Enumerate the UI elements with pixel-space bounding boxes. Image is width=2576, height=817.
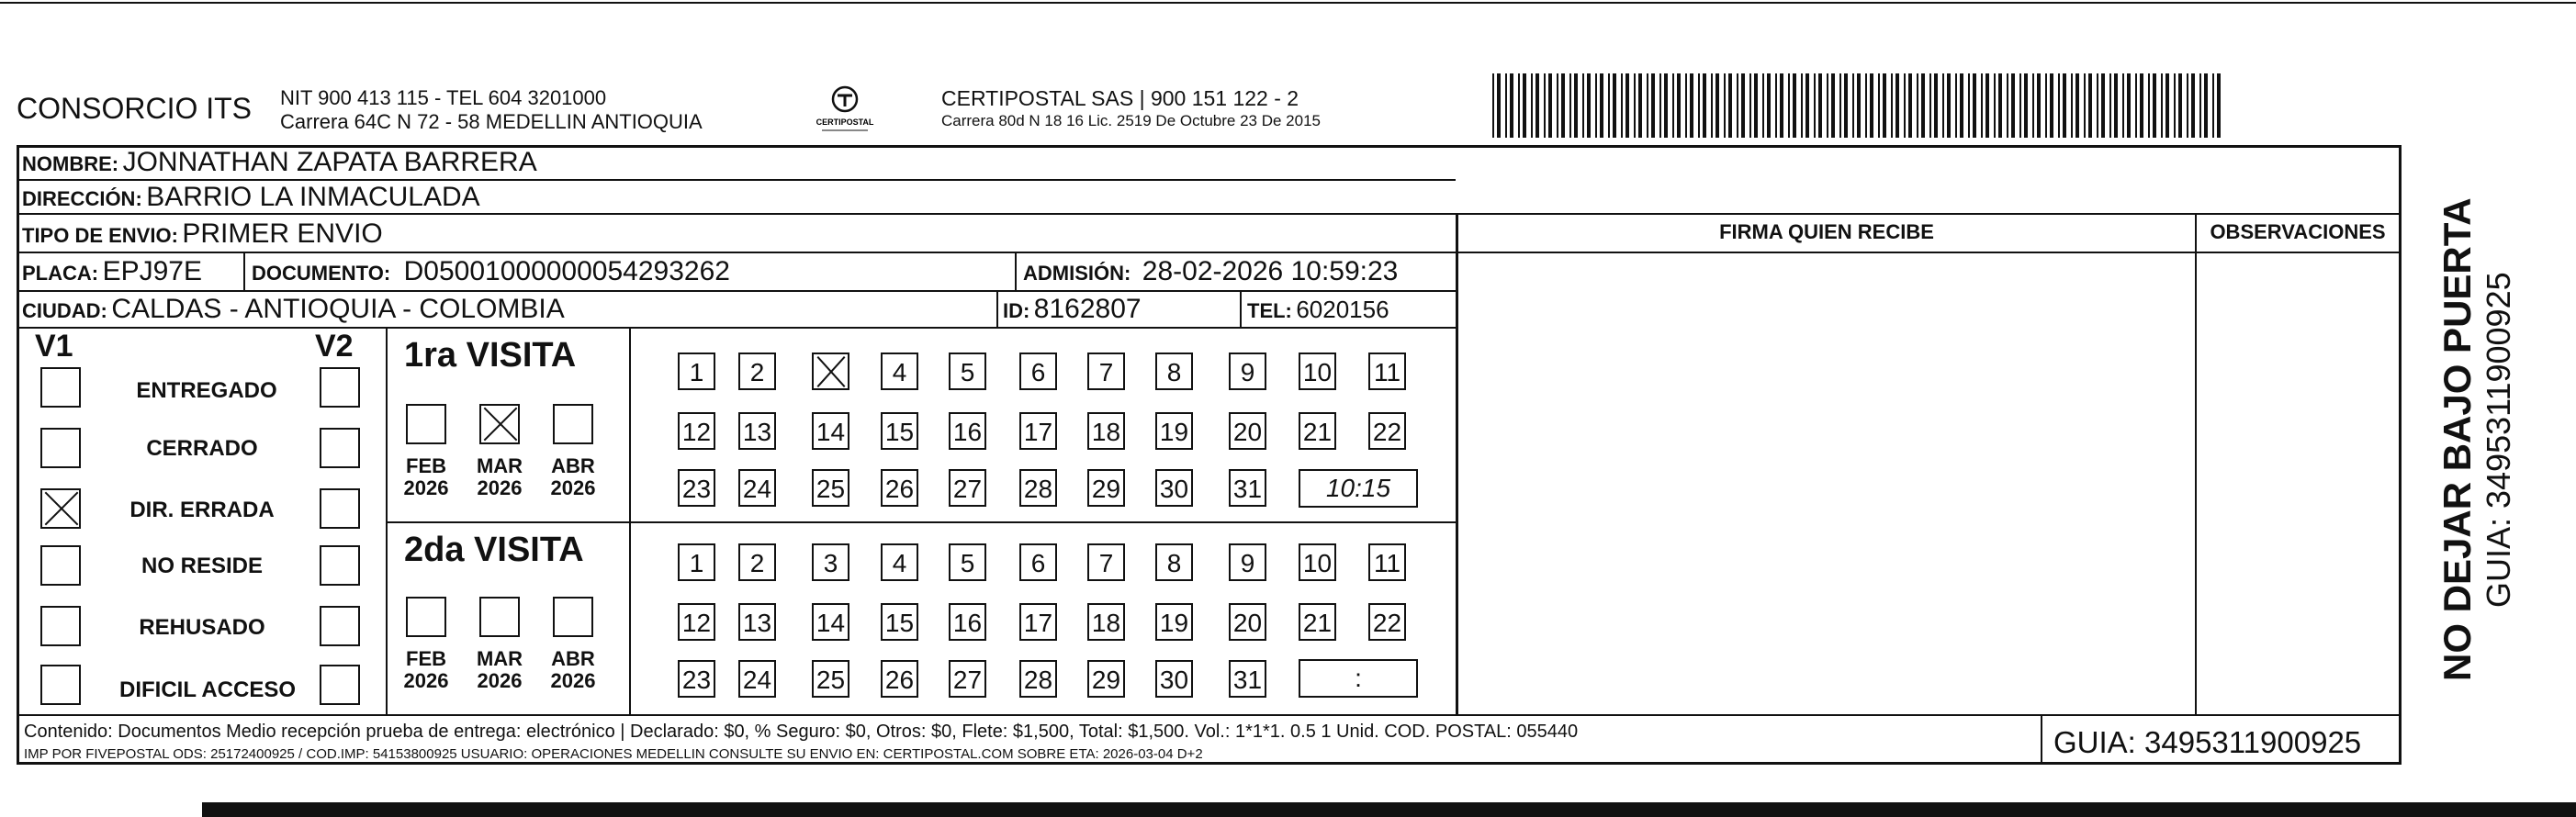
- v2-dir-errada-checkbox[interactable]: [320, 488, 360, 529]
- barcode-bar: [1883, 73, 1886, 138]
- v1-label: V1: [35, 329, 73, 364]
- tel-label: TEL:: [1247, 299, 1292, 322]
- day-cell[interactable]: 5: [949, 353, 986, 390]
- visit-1-abr-checkbox[interactable]: [553, 404, 593, 444]
- visit-2-mar-checkbox[interactable]: [479, 597, 520, 637]
- day-cell[interactable]: 19: [1155, 603, 1193, 641]
- carrier-license: Carrera 80d N 18 16 Lic. 2519 De Octubre 23 De 2015: [941, 112, 1321, 129]
- v2-no-reside-checkbox[interactable]: [320, 545, 360, 586]
- observaciones-label: OBSERVACIONES: [2210, 220, 2386, 243]
- v1-no-reside-checkbox[interactable]: [40, 545, 81, 586]
- day-cell[interactable]: 30: [1155, 660, 1193, 698]
- barcode-bar: [1960, 73, 1963, 138]
- barcode-bar: [2217, 73, 2221, 138]
- barcode-bar: [1955, 73, 1957, 138]
- barcode-bar: [2024, 73, 2028, 138]
- barcode-bar: [1698, 73, 1700, 138]
- id-value: 8162807: [1033, 294, 1142, 324]
- top-border-line: [0, 2, 2576, 4]
- day-cell[interactable]: 28: [1019, 469, 1057, 507]
- barcode-bar: [1492, 73, 1494, 138]
- barcode-bar: [1839, 73, 1841, 138]
- day-cell[interactable]: 25: [812, 469, 849, 507]
- visit-2-abr-checkbox[interactable]: [553, 597, 593, 637]
- day-cell[interactable]: 15: [881, 412, 918, 450]
- barcode-bar: [1801, 73, 1803, 138]
- barcode-bar: [1968, 73, 1970, 138]
- day-cell[interactable]: 21: [1299, 412, 1336, 450]
- day-cell[interactable]: 4: [881, 353, 918, 390]
- barcode-bar: [1929, 73, 1931, 138]
- barcode: [1492, 73, 2222, 138]
- day-cell[interactable]: 12: [678, 603, 715, 641]
- barcode-bar: [1651, 73, 1655, 138]
- barcode-bar: [1921, 73, 1925, 138]
- barcode-bar: [1664, 73, 1668, 138]
- status-label: CERRADO: [146, 436, 258, 461]
- day-cell[interactable]: 29: [1087, 660, 1125, 698]
- barcode-bar: [1818, 73, 1822, 138]
- barcode-bar: [2071, 73, 2073, 138]
- day-cell[interactable]: 6: [1019, 543, 1057, 581]
- barcode-bar: [1672, 73, 1674, 138]
- admision-value: 28-02-2026 10:59:23: [1142, 256, 1399, 286]
- barcode-bar: [1741, 73, 1745, 138]
- barcode-bar: [1518, 73, 1520, 138]
- day-cell[interactable]: 14: [812, 603, 849, 641]
- barcode-bar: [1865, 73, 1867, 138]
- day-cell[interactable]: 20: [1229, 603, 1266, 641]
- barcode-bar: [2019, 73, 2021, 138]
- barcode-bar: [1595, 73, 1597, 138]
- barcode-bar: [1762, 73, 1764, 138]
- visit-2-title: 2da VISITA: [404, 531, 584, 569]
- day-cell[interactable]: 31: [1229, 660, 1266, 698]
- day-cell[interactable]: 28: [1019, 660, 1057, 698]
- barcode-bar: [2058, 73, 2060, 138]
- day-cell[interactable]: 23: [678, 660, 715, 698]
- footer-guia: GUIA: 3495311900925: [2053, 725, 2362, 759]
- day-cell[interactable]: 23: [678, 469, 715, 507]
- barcode-bar: [1544, 73, 1546, 138]
- barcode-bar: [1917, 73, 1918, 138]
- day-cell[interactable]: [812, 353, 849, 390]
- ciudad-label: CIUDAD:: [22, 299, 107, 322]
- direccion-row: [22, 182, 480, 213]
- barcode-bar: [2174, 73, 2176, 138]
- status-label: NO RESIDE: [141, 554, 264, 578]
- barcode-bar: [1634, 73, 1636, 138]
- barcode-bar: [1814, 73, 1816, 138]
- day-cell[interactable]: 10: [1299, 353, 1336, 390]
- firma-label: FIRMA QUIEN RECIBE: [1719, 220, 1934, 243]
- barcode-bar: [1908, 73, 1912, 138]
- status-label: REHUSADO: [139, 615, 265, 640]
- barcode-bar: [1574, 73, 1578, 138]
- v2-cerrado-checkbox[interactable]: [320, 428, 360, 468]
- day-cell[interactable]: 1: [678, 543, 715, 581]
- barcode-bar: [2135, 73, 2137, 138]
- barcode-bar: [2032, 73, 2034, 138]
- barcode-bar: [1754, 73, 1758, 138]
- day-cell[interactable]: 9: [1229, 543, 1266, 581]
- barcode-bar: [1831, 73, 1835, 138]
- day-cell[interactable]: 24: [738, 660, 776, 698]
- id-label: ID:: [1003, 299, 1030, 322]
- barcode-bar: [1934, 73, 1938, 138]
- barcode-bar: [2148, 73, 2150, 138]
- visit-2-mar-label: MAR 2026: [476, 647, 523, 692]
- day-cell[interactable]: 11: [1368, 353, 1406, 390]
- barcode-bar: [1973, 73, 1976, 138]
- day-cell[interactable]: 6: [1019, 353, 1057, 390]
- barcode-bar: [1805, 73, 1809, 138]
- direccion-value: BARRIO LA INMACULADA: [146, 182, 480, 212]
- carrier-name: CERTIPOSTAL SAS | 900 151 122 - 2: [941, 86, 1299, 110]
- barcode-bar: [1608, 73, 1610, 138]
- barcode-bar: [1711, 73, 1713, 138]
- day-cell[interactable]: 7: [1087, 543, 1125, 581]
- barcode-bar: [1895, 73, 1899, 138]
- day-cell[interactable]: 18: [1087, 412, 1125, 450]
- v1-dir-errada-checkbox[interactable]: [40, 488, 81, 529]
- barcode-bar: [1793, 73, 1796, 138]
- placa-value: EPJ97E: [102, 256, 202, 286]
- status-label: DIR. ERRADA: [129, 498, 275, 522]
- day-cell[interactable]: 4: [881, 543, 918, 581]
- id-row: [1003, 294, 1142, 325]
- tipo-value: PRIMER ENVIO: [182, 218, 383, 249]
- barcode-bar: [2050, 73, 2053, 138]
- barcode-bar: [1582, 73, 1584, 138]
- barcode-bar: [1780, 73, 1783, 138]
- visit-1-time[interactable]: 10:15: [1299, 469, 1418, 508]
- status-label: ENTREGADO: [136, 378, 277, 403]
- day-cell[interactable]: 27: [949, 660, 986, 698]
- barcode-bar: [1690, 73, 1693, 138]
- day-cell[interactable]: 21: [1299, 603, 1336, 641]
- day-cell[interactable]: 16: [949, 412, 986, 450]
- day-cell[interactable]: 26: [881, 660, 918, 698]
- bottom-border-bar: [202, 802, 2576, 817]
- admision-label: ADMISIÓN:: [1023, 262, 1131, 285]
- barcode-bar: [1904, 73, 1906, 138]
- barcode-bar: [1600, 73, 1603, 138]
- v2-dificil-acceso-checkbox[interactable]: [320, 665, 360, 705]
- visit-1-abr-label: ABR 2026: [550, 454, 596, 499]
- barcode-bar: [1703, 73, 1706, 138]
- documento-label: DOCUMENTO:: [252, 262, 391, 285]
- barcode-bar: [1557, 73, 1558, 138]
- barcode-bar: [1638, 73, 1642, 138]
- day-cell[interactable]: 19: [1155, 412, 1193, 450]
- visit-1-feb-label: FEB 2026: [403, 454, 449, 499]
- barcode-bar: [2045, 73, 2047, 138]
- visit-2-abr-label: ABR 2026: [550, 647, 596, 692]
- barcode-bar: [1659, 73, 1661, 138]
- documento-value: D05001000000054293262: [403, 256, 730, 286]
- barcode-bar: [1677, 73, 1681, 138]
- day-cell[interactable]: 16: [949, 603, 986, 641]
- barcode-bar: [1715, 73, 1719, 138]
- tel-value: 6020156: [1296, 296, 1389, 323]
- day-cell[interactable]: 15: [881, 603, 918, 641]
- barcode-bar: [1647, 73, 1648, 138]
- barcode-bar: [1870, 73, 1873, 138]
- barcode-bar: [1788, 73, 1790, 138]
- day-cell[interactable]: 22: [1368, 412, 1406, 450]
- barcode-bar: [1685, 73, 1687, 138]
- barcode-bar: [2165, 73, 2169, 138]
- day-cell[interactable]: 14: [812, 412, 849, 450]
- svg-text:CERTIPOSTAL: CERTIPOSTAL: [816, 118, 874, 127]
- v1-dificil-acceso-checkbox[interactable]: [40, 665, 81, 705]
- barcode-bar: [1505, 73, 1507, 138]
- tipo-row: [22, 218, 383, 250]
- day-cell[interactable]: 11: [1368, 543, 1406, 581]
- barcode-bar: [2127, 73, 2131, 138]
- barcode-bar: [2114, 73, 2118, 138]
- company-address: Carrera 64C N 72 - 58 MEDELLIN ANTIOQUIA: [280, 110, 703, 133]
- day-cell[interactable]: 7: [1087, 353, 1125, 390]
- barcode-bar: [1737, 73, 1738, 138]
- barcode-bar: [1947, 73, 1951, 138]
- barcode-bar: [2037, 73, 2041, 138]
- barcode-bar: [1985, 73, 1989, 138]
- day-cell[interactable]: 27: [949, 469, 986, 507]
- vertical-guia: GUIA: 3495311900925: [2480, 272, 2517, 608]
- day-cell[interactable]: 12: [678, 412, 715, 450]
- barcode-bar: [1548, 73, 1552, 138]
- company-nit: NIT 900 413 115 - TEL 604 3201000: [280, 86, 607, 109]
- barcode-bar: [1569, 73, 1571, 138]
- v2-rehusado-checkbox[interactable]: [320, 606, 360, 646]
- nombre-value: JONNATHAN ZAPATA BARRERA: [122, 147, 537, 177]
- footer-imp: IMP POR FIVEPOSTAL ODS: 25172400925 / COD.IMP: 54153800925 USUARIO: OPERACIONES MEDELLIN CONSULTE SU ENVIO EN: CERTIPOSTAL.COM SOBRE ETA: 2026-03-04 D+2: [24, 746, 1203, 762]
- v1-entregado-checkbox[interactable]: [40, 367, 81, 408]
- barcode-bar: [2101, 73, 2105, 138]
- placa-row: [22, 256, 202, 287]
- day-cell[interactable]: 1: [678, 353, 715, 390]
- barcode-bar: [2178, 73, 2182, 138]
- barcode-bar: [1531, 73, 1533, 138]
- nombre-label: NOMBRE:: [22, 152, 119, 175]
- tipo-label: TIPO DE ENVIO:: [22, 224, 178, 247]
- barcode-bar: [2191, 73, 2195, 138]
- barcode-bar: [1767, 73, 1771, 138]
- barcode-bar: [1728, 73, 1732, 138]
- direccion-label: DIRECCIÓN:: [22, 187, 142, 210]
- placa-label: PLACA:: [22, 262, 99, 285]
- barcode-bar: [1994, 73, 1996, 138]
- day-cell[interactable]: 8: [1155, 543, 1193, 581]
- barcode-bar: [1523, 73, 1526, 138]
- barcode-bar: [2187, 73, 2188, 138]
- nombre-row: [22, 147, 537, 178]
- footer-contenido: Contenido: Documentos Medio recepción prueba de entrega: electrónico | Declarado: $0, % Seguro: $0, Otros: $0, Flete: $1,500, Total: $1,500. Vol.: 1*1*1. 0.5 1 Unid. COD. POSTAL: 055440: [24, 722, 1579, 742]
- tel-row: [1247, 296, 1389, 324]
- barcode-bar: [1561, 73, 1565, 138]
- barcode-bar: [2204, 73, 2208, 138]
- admision-row: [1023, 256, 1398, 287]
- barcode-bar: [2122, 73, 2124, 138]
- barcode-bar: [2161, 73, 2163, 138]
- day-cell[interactable]: 3: [812, 543, 849, 581]
- day-cell[interactable]: 20: [1229, 412, 1266, 450]
- documento-row: [252, 256, 730, 287]
- barcode-bar: [1878, 73, 1880, 138]
- day-cell[interactable]: 2: [738, 353, 776, 390]
- day-cell[interactable]: 22: [1368, 603, 1406, 641]
- barcode-bar: [1535, 73, 1539, 138]
- certipostal-logo: [813, 84, 877, 136]
- v2-label: V2: [315, 329, 354, 364]
- day-cell[interactable]: 2: [738, 543, 776, 581]
- barcode-bar: [2097, 73, 2098, 138]
- barcode-bar: [2084, 73, 2086, 138]
- barcode-bar: [1625, 73, 1629, 138]
- barcode-bar: [1981, 73, 1983, 138]
- vertical-title: NO DEJAR BAJO PUERTA: [2435, 197, 2479, 681]
- barcode-bar: [2109, 73, 2111, 138]
- day-cell[interactable]: 9: [1229, 353, 1266, 390]
- visit-2-time[interactable]: :: [1299, 659, 1418, 698]
- day-cell[interactable]: 17: [1019, 412, 1057, 450]
- barcode-bar: [1998, 73, 2002, 138]
- ciudad-value: CALDAS - ANTIOQUIA - COLOMBIA: [111, 294, 565, 324]
- day-cell[interactable]: 17: [1019, 603, 1057, 641]
- v1-rehusado-checkbox[interactable]: [40, 606, 81, 646]
- v1-cerrado-checkbox[interactable]: [40, 428, 81, 468]
- day-cell[interactable]: 13: [738, 603, 776, 641]
- barcode-bar: [2011, 73, 2015, 138]
- barcode-bar: [1844, 73, 1848, 138]
- barcode-bar: [1942, 73, 1944, 138]
- day-cell[interactable]: 25: [812, 660, 849, 698]
- barcode-bar: [1749, 73, 1751, 138]
- barcode-bar: [2075, 73, 2079, 138]
- barcode-bar: [2153, 73, 2156, 138]
- visit-1-title: 1ra VISITA: [404, 336, 577, 375]
- ciudad-row: [22, 294, 565, 325]
- barcode-bar: [2007, 73, 2008, 138]
- v2-entregado-checkbox[interactable]: [320, 367, 360, 408]
- barcode-bar: [1724, 73, 1726, 138]
- barcode-bar: [1613, 73, 1616, 138]
- status-label: DIFICIL ACCESO: [118, 677, 296, 702]
- barcode-bar: [2088, 73, 2092, 138]
- barcode-bar: [2063, 73, 2066, 138]
- barcode-bar: [1891, 73, 1893, 138]
- barcode-bar: [2199, 73, 2201, 138]
- visit-1-feb-checkbox[interactable]: [406, 404, 446, 444]
- barcode-bar: [1857, 73, 1861, 138]
- visit-1-mar-checkbox[interactable]: [479, 404, 520, 444]
- barcode-bar: [1510, 73, 1513, 138]
- company-name: CONSORCIO ITS: [17, 92, 253, 125]
- day-cell[interactable]: 18: [1087, 603, 1125, 641]
- day-cell[interactable]: 8: [1155, 353, 1193, 390]
- day-cell[interactable]: 29: [1087, 469, 1125, 507]
- barcode-bar: [1775, 73, 1777, 138]
- visit-2-feb-checkbox[interactable]: [406, 597, 446, 637]
- day-cell[interactable]: 24: [738, 469, 776, 507]
- day-cell[interactable]: 13: [738, 412, 776, 450]
- barcode-bar: [1827, 73, 1828, 138]
- barcode-bar: [1497, 73, 1501, 138]
- day-cell[interactable]: 5: [949, 543, 986, 581]
- day-cell[interactable]: 30: [1155, 469, 1193, 507]
- visit-1-mar-label: MAR 2026: [476, 454, 523, 499]
- barcode-bar: [1621, 73, 1623, 138]
- barcode-bar: [2140, 73, 2143, 138]
- day-cell[interactable]: 31: [1229, 469, 1266, 507]
- barcode-bar: [2212, 73, 2214, 138]
- day-cell[interactable]: 26: [881, 469, 918, 507]
- barcode-bar: [1852, 73, 1854, 138]
- visit-2-feb-label: FEB 2026: [403, 647, 449, 692]
- day-cell[interactable]: 10: [1299, 543, 1336, 581]
- barcode-bar: [1587, 73, 1591, 138]
